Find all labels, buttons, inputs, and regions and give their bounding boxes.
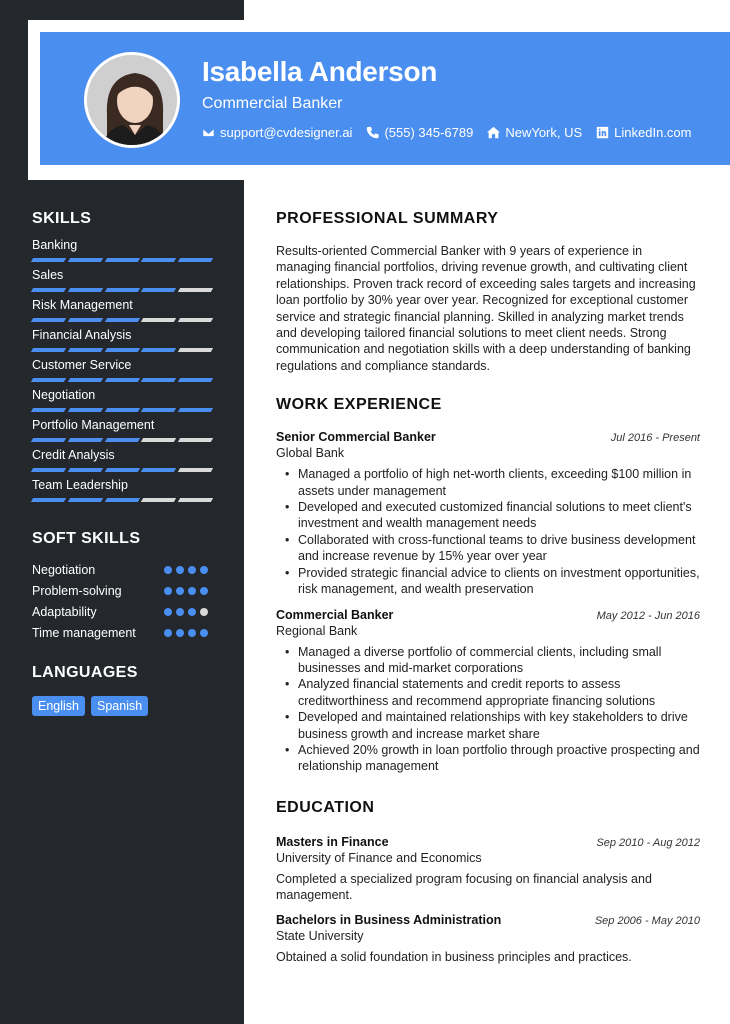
rating-dot	[188, 566, 196, 574]
education-description: Completed a specialized program focusing on financial analysis and management.	[276, 871, 652, 903]
skill-level-segment	[178, 468, 213, 472]
language-badge: Spanish	[91, 696, 148, 716]
main-content	[276, 210, 700, 965]
skill-level-segment	[141, 318, 176, 322]
skill-level-segment	[104, 318, 139, 322]
list-item: • Managed a portfolio of high net-worth clients, exceeding $100 million in assets under management	[298, 466, 700, 499]
skill-item	[32, 388, 212, 418]
skill-level-segment	[31, 258, 66, 262]
skill-level-segment	[141, 468, 176, 472]
list-item: • Achieved 20% growth in loan portfolio through proactive prospecting and relationship management	[298, 742, 700, 775]
soft-skills-heading: SOFT SKILLS	[32, 530, 141, 547]
skill-level-segment	[178, 498, 213, 502]
rating-dot	[164, 566, 172, 574]
skill-level-segment	[104, 348, 139, 352]
skill-level-segment	[68, 348, 103, 352]
skill-name: Negotiation	[32, 388, 96, 402]
list-item: • Analyzed financial statements and credit reports to assess creditworthiness and recommend appropriate financing solutions	[298, 676, 700, 709]
list-item: • Developed and maintained relationships with key stakeholders to drive business growth and increase market share	[298, 709, 700, 742]
skill-level-segment	[68, 438, 103, 442]
contact-location-text: NewYork, US	[505, 125, 583, 140]
skill-item	[32, 238, 212, 268]
rating-dot	[176, 608, 184, 616]
skill-name: Banking	[32, 238, 78, 252]
soft-skill-rating	[164, 562, 212, 574]
skill-item	[32, 418, 212, 448]
skill-level-segment	[104, 378, 139, 382]
skill-name: Portfolio Management	[32, 418, 155, 432]
experience-heading: WORK EXPERIENCE	[276, 396, 442, 414]
skill-name: Risk Management	[32, 298, 133, 312]
education-date: Sep 2006 - May 2010	[594, 914, 700, 927]
rating-dot	[188, 608, 196, 616]
skill-level-segment	[178, 318, 213, 322]
skill-item	[32, 448, 212, 478]
rating-dot	[176, 629, 184, 637]
contact-phone[interactable]	[366, 125, 473, 140]
soft-skill-name: Problem-solving	[32, 584, 122, 598]
rating-dot	[164, 629, 172, 637]
sidebar-content	[32, 210, 212, 716]
skill-item	[32, 478, 212, 508]
soft-skill-name: Adaptability	[32, 605, 97, 619]
school: State University	[276, 928, 364, 943]
skill-item	[32, 268, 212, 298]
header	[40, 32, 730, 165]
job-bullets	[276, 644, 700, 775]
skill-level-bar	[32, 408, 212, 412]
skill-item	[32, 298, 212, 328]
rating-dot	[200, 629, 208, 637]
skill-item	[32, 328, 212, 358]
soft-skill-rating	[164, 604, 212, 616]
soft-skill-item	[32, 625, 212, 646]
skill-level-segment	[31, 348, 66, 352]
skill-level-segment	[68, 498, 103, 502]
contact-location	[487, 125, 582, 140]
rating-dot	[176, 566, 184, 574]
degree: Masters in Finance	[276, 834, 389, 849]
languages-heading: LANGUAGES	[32, 664, 138, 681]
skills-list	[32, 238, 212, 508]
contact-email-text: support@cvdesigner.ai	[220, 125, 353, 140]
skill-level-segment	[141, 498, 176, 502]
skill-item	[32, 358, 212, 388]
rating-dot	[188, 587, 196, 595]
list-item: • Managed a diverse portfolio of commercial clients, including small businesses and mid-market corporations	[298, 644, 700, 677]
skill-name: Customer Service	[32, 358, 132, 372]
skill-level-segment	[104, 468, 139, 472]
language-badge: English	[32, 696, 85, 716]
skill-level-segment	[178, 408, 213, 412]
soft-skill-item	[32, 604, 212, 625]
job-title: Commercial Banker	[276, 607, 394, 622]
rating-dot	[200, 608, 208, 616]
profile-photo	[87, 55, 180, 148]
skill-name: Credit Analysis	[32, 448, 115, 462]
job-bullets	[276, 466, 700, 597]
skill-level-segment	[104, 288, 139, 292]
contact-linkedin-text: LinkedIn.com	[614, 125, 692, 140]
home-icon	[487, 126, 500, 139]
skill-name: Financial Analysis	[32, 328, 132, 342]
job-entry	[276, 608, 700, 775]
list-item: • Collaborated with cross-functional teams to drive business development and increase revenue by 15% year over year	[298, 532, 700, 565]
skill-level-segment	[104, 498, 139, 502]
rating-dot	[188, 629, 196, 637]
soft-skill-rating	[164, 583, 212, 595]
avatar	[84, 52, 180, 148]
contact-phone-text: (555) 345-6789	[384, 125, 474, 140]
education-date: Sep 2010 - Aug 2012	[596, 836, 700, 849]
candidate-name: Isabella Anderson	[202, 56, 438, 87]
skill-level-segment	[141, 378, 176, 382]
job-date: May 2012 - Jun 2016	[596, 609, 700, 622]
list-item: • Provided strategic financial advice to clients on investment opportunities, risk management, and wealth preservation	[298, 565, 700, 598]
job-date: Jul 2016 - Present	[610, 432, 700, 445]
skill-level-bar	[32, 258, 212, 262]
rating-dot	[164, 587, 172, 595]
skill-level-segment	[104, 438, 139, 442]
skill-level-segment	[68, 288, 103, 292]
school: University of Finance and Economics	[276, 850, 482, 865]
rating-dot	[164, 608, 172, 616]
degree: Bachelors in Business Administration	[276, 912, 502, 927]
skill-level-segment	[178, 288, 213, 292]
skill-level-bar	[32, 498, 212, 502]
soft-skill-item	[32, 562, 212, 583]
job-org: Regional Bank	[276, 623, 358, 638]
education-description: Obtained a solid foundation in business principles and practices.	[276, 949, 632, 964]
skill-level-segment	[141, 288, 176, 292]
skill-name: Sales	[32, 268, 64, 282]
job-org: Global Bank	[276, 446, 345, 461]
linkedin-icon	[596, 126, 609, 139]
skill-level-segment	[178, 378, 213, 382]
skill-level-segment	[31, 438, 66, 442]
skill-level-segment	[141, 408, 176, 412]
skill-level-segment	[68, 318, 103, 322]
job-title: Senior Commercial Banker	[276, 430, 436, 445]
soft-skill-item	[32, 583, 212, 604]
skill-level-segment	[31, 378, 66, 382]
list-item: • Developed and executed customized financial solutions to meet client's investment and wealth management needs	[298, 499, 700, 532]
soft-skill-name: Negotiation	[32, 563, 96, 577]
skill-level-segment	[68, 468, 103, 472]
skill-level-bar	[32, 288, 212, 292]
skill-level-segment	[68, 408, 103, 412]
soft-skill-name: Time management	[32, 626, 136, 640]
skill-level-segment	[31, 318, 66, 322]
rating-dot	[200, 587, 208, 595]
skill-level-bar	[32, 348, 212, 352]
education-entry	[276, 913, 700, 965]
envelope-icon	[202, 126, 215, 139]
languages-list	[32, 696, 212, 716]
soft-skill-rating	[164, 625, 212, 637]
contact-email[interactable]	[202, 125, 352, 140]
header-frame	[28, 20, 730, 180]
skill-level-segment	[178, 348, 213, 352]
skill-level-bar	[32, 438, 212, 442]
contact-list	[202, 125, 692, 140]
skill-level-bar	[32, 468, 212, 472]
skill-level-segment	[31, 468, 66, 472]
skill-level-segment	[104, 408, 139, 412]
contact-linkedin[interactable]	[596, 125, 691, 140]
skill-level-segment	[104, 258, 139, 262]
skill-level-segment	[141, 258, 176, 262]
skills-heading: SKILLS	[32, 210, 92, 227]
skill-level-segment	[31, 498, 66, 502]
job-entry	[276, 430, 700, 597]
skill-level-bar	[32, 318, 212, 322]
candidate-title: Commercial Banker	[202, 95, 343, 112]
skill-level-segment	[178, 258, 213, 262]
skill-level-segment	[68, 378, 103, 382]
skill-level-segment	[141, 348, 176, 352]
soft-skills-list	[32, 562, 212, 646]
skill-name: Team Leadership	[32, 478, 128, 492]
skill-level-segment	[68, 258, 103, 262]
skill-level-segment	[141, 438, 176, 442]
skill-level-segment	[178, 438, 213, 442]
summary-text: Results-oriented Commercial Banker with 9 years of experience in managing financial portfolios, driving revenue growth, and cultivating client relationships. Proven track record of exceeding sales targets and increasing loan portfolio by 30% year over year. Recognized for exceptional customer service and strategic financial planning. Skilled in analyzing market trends and developing tailored financial solutions to meet client needs. Strong communication and negotiation skills with a deep understanding of banking regulations and compliance standards.	[276, 244, 696, 373]
phone-icon	[366, 126, 379, 139]
skill-level-segment	[31, 408, 66, 412]
rating-dot	[176, 587, 184, 595]
skill-level-segment	[31, 288, 66, 292]
summary-heading: PROFESSIONAL SUMMARY	[276, 210, 499, 227]
rating-dot	[200, 566, 208, 574]
skill-level-bar	[32, 378, 212, 382]
education-heading: EDUCATION	[276, 798, 375, 816]
education-entry	[276, 835, 700, 904]
